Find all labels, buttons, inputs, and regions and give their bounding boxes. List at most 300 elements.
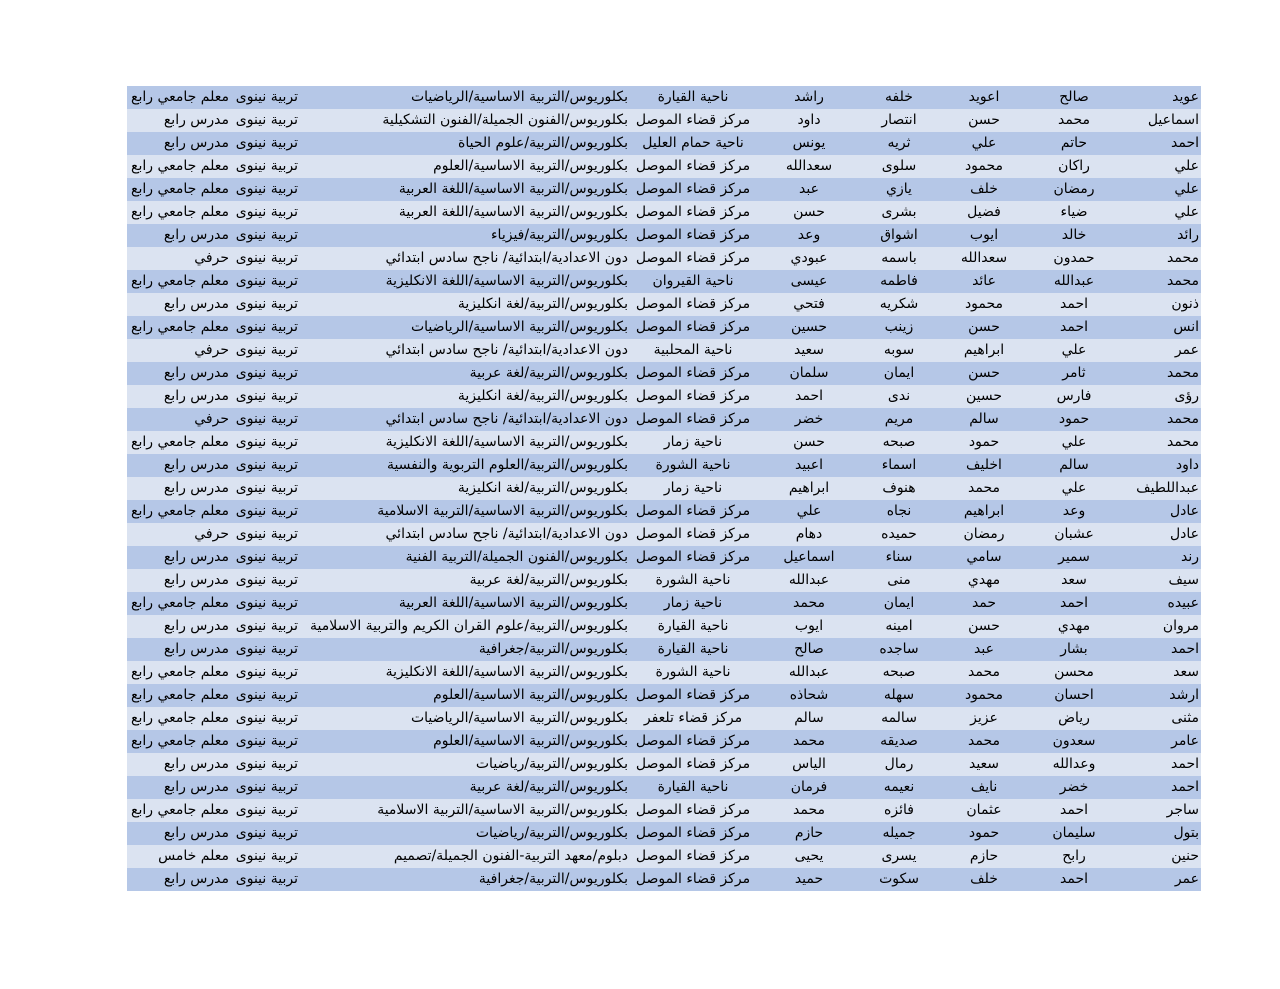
cell-job-title: مدرس رابع [163, 365, 229, 381]
cell-grandfather-name: حمد [971, 595, 997, 611]
table-row [127, 523, 1201, 546]
cell-mother-father-name: حميد [794, 871, 824, 887]
cell-directorate: تربية نينوى [235, 89, 298, 105]
cell-mother-father-name: حازم [794, 825, 824, 841]
cell-father-name: علي [1061, 434, 1087, 450]
cell-mother-father-name: محمد [793, 733, 825, 749]
cell-location: ناحية القيارة [657, 779, 729, 795]
cell-first-name: مثنى [1171, 710, 1199, 726]
cell-location: ناحية القيارة [657, 641, 729, 657]
cell-directorate: تربية نينوى [235, 181, 298, 197]
cell-location: ناحية المحلبية [653, 342, 733, 358]
cell-first-name: رند [1180, 549, 1199, 565]
cell-first-name: عادل [1169, 526, 1199, 542]
cell-directorate: تربية نينوى [235, 572, 298, 588]
cell-job-title: معلم جامعي رابع [131, 802, 229, 818]
cell-directorate: تربية نينوى [235, 480, 298, 496]
cell-grandfather-name: حسن [968, 112, 1000, 128]
cell-directorate: تربية نينوى [235, 756, 298, 772]
cell-first-name: علي [1174, 181, 1199, 197]
cell-location: مركز قضاء الموصل [635, 181, 751, 197]
table-row [127, 224, 1201, 247]
cell-grandfather-name: خلف [970, 871, 998, 887]
cell-mother-name: ايمان [883, 365, 915, 381]
cell-directorate: تربية نينوى [235, 802, 298, 818]
cell-directorate: تربية نينوى [235, 319, 298, 335]
cell-first-name: احمد [1171, 779, 1199, 795]
cell-qualification: بكلوريوس/التربية الاساسية/اللغة العربية [398, 181, 628, 197]
table-row [127, 431, 1201, 454]
cell-job-title: مدرس رابع [163, 227, 229, 243]
table-row [127, 385, 1201, 408]
cell-mother-father-name: عبدالله [788, 572, 830, 588]
cell-job-title: معلم جامعي رابع [131, 434, 229, 450]
cell-job-title: معلم جامعي رابع [131, 710, 229, 726]
cell-father-name: احمد [1060, 871, 1088, 887]
cell-mother-name: سكوت [879, 871, 919, 887]
cell-location: مركز قضاء الموصل [635, 388, 751, 404]
table-row [127, 408, 1201, 431]
cell-mother-name: امينه [885, 618, 913, 634]
cell-mother-father-name: سعدالله [785, 158, 833, 174]
cell-directorate: تربية نينوى [235, 825, 298, 841]
cell-mother-name: رمال [884, 756, 914, 772]
cell-job-title: مدرس رابع [163, 779, 229, 795]
cell-first-name: بتول [1173, 825, 1199, 841]
cell-job-title: مدرس رابع [163, 480, 229, 496]
cell-mother-father-name: عبدالله [788, 664, 830, 680]
cell-mother-father-name: سعيد [793, 342, 825, 358]
cell-location: ناحية القيارة [657, 618, 729, 634]
cell-mother-father-name: فرمان [790, 779, 828, 795]
cell-directorate: تربية نينوى [235, 204, 298, 220]
cell-mother-name: سهله [883, 687, 915, 703]
cell-father-name: محمد [1058, 112, 1090, 128]
cell-qualification: دون الاعدادية/ابتدائية/ ناجح سادس ابتدائي [385, 411, 628, 427]
cell-mother-name: مريم [884, 411, 914, 427]
cell-first-name: محمد [1167, 411, 1199, 427]
cell-directorate: تربية نينوى [235, 365, 298, 381]
cell-grandfather-name: نايف [970, 779, 998, 795]
cell-grandfather-name: محمد [968, 733, 1000, 749]
cell-qualification: بكلوريوس/الفنون الجميلة/التربية الفنية [405, 549, 628, 565]
cell-qualification: بكلوريوس/التربية/علوم الحياة [458, 135, 628, 151]
cell-mother-name: خلفه [885, 89, 913, 105]
cell-qualification: بكلوريوس/التربية الاساسية/اللغة العربية [398, 204, 628, 220]
cell-location: مركز قضاء الموصل [635, 733, 751, 749]
cell-first-name: عادل [1169, 503, 1199, 519]
cell-qualification: بكلوريوس/التربية الاساسية/الرياضيات [410, 319, 628, 335]
cell-first-name: احمد [1171, 641, 1199, 657]
cell-location: مركز قضاء الموصل [635, 802, 751, 818]
cell-mother-name: سلوى [881, 158, 917, 174]
table-row [127, 638, 1201, 661]
cell-mother-father-name: شحاذه [789, 687, 829, 703]
cell-qualification: دون الاعدادية/ابتدائية/ ناجح سادس ابتدائي [385, 250, 628, 266]
cell-job-title: معلم جامعي رابع [131, 733, 229, 749]
cell-father-name: رمضان [1053, 181, 1095, 197]
cell-job-title: مدرس رابع [163, 641, 229, 657]
cell-father-name: مهدي [1057, 618, 1091, 634]
cell-father-name: ضياء [1060, 204, 1088, 220]
cell-first-name: سعد [1173, 664, 1199, 680]
cell-father-name: احسان [1054, 687, 1094, 703]
cell-location: مركز قضاء تلعفر [643, 710, 743, 726]
cell-qualification: بكلوريوس/التربية الاساسية/التربية الاسلامية [377, 802, 628, 818]
cell-qualification: بكلوريوس/التربية الاساسية/اللغة الانكليزية [385, 434, 628, 450]
cell-directorate: تربية نينوى [235, 273, 298, 289]
cell-mother-name: ايمان [883, 595, 915, 611]
cell-directorate: تربية نينوى [235, 388, 298, 404]
cell-location: ناحية الشورة [655, 457, 731, 473]
cell-directorate: تربية نينوى [235, 664, 298, 680]
cell-qualification: بكلوريوس/التربية/لغة انكليزية [457, 480, 628, 496]
cell-grandfather-name: سعدالله [960, 250, 1008, 266]
cell-mother-name: صديقه [880, 733, 918, 749]
cell-job-title: معلم جامعي رابع [131, 503, 229, 519]
cell-qualification: بكلوريوس/التربية الاساسية/التربية الاسلامية [377, 503, 628, 519]
table-row [127, 845, 1201, 868]
cell-job-title: مدرس رابع [163, 457, 229, 473]
cell-mother-father-name: سالم [794, 710, 824, 726]
cell-mother-father-name: يونس [792, 135, 826, 151]
cell-mother-father-name: ايوب [794, 618, 824, 634]
table-row [127, 799, 1201, 822]
table-row [127, 86, 1201, 109]
cell-qualification: بكلوريوس/التربية/جغرافية [478, 641, 628, 657]
cell-job-title: حرفي [194, 411, 229, 427]
cell-qualification: بكلوريوس/التربية الاساسية/العلوم [433, 733, 628, 749]
cell-first-name: ذنون [1171, 296, 1199, 312]
cell-first-name: احمد [1171, 135, 1199, 151]
cell-mother-name: اسماء [881, 457, 917, 473]
cell-directorate: تربية نينوى [235, 411, 298, 427]
cell-location: ناحية زمار [663, 595, 723, 611]
cell-first-name: ساجر [1166, 802, 1199, 818]
cell-father-name: راكان [1058, 158, 1090, 174]
cell-grandfather-name: محمد [968, 664, 1000, 680]
cell-mother-name: نعيمه [883, 779, 915, 795]
cell-job-title: مدرس رابع [163, 756, 229, 772]
cell-job-title: مدرس رابع [163, 135, 229, 151]
cell-directorate: تربية نينوى [235, 526, 298, 542]
cell-location: مركز قضاء الموصل [635, 365, 751, 381]
cell-father-name: عشبان [1054, 526, 1094, 542]
table-row [127, 316, 1201, 339]
cell-first-name: محمد [1167, 250, 1199, 266]
cell-grandfather-name: عزيز [970, 710, 998, 726]
cell-mother-father-name: عيسى [790, 273, 828, 289]
cell-first-name: اسماعيل [1147, 112, 1199, 128]
cell-grandfather-name: رمضان [963, 526, 1005, 542]
cell-father-name: رابح [1062, 848, 1086, 864]
spreadsheet-table [127, 86, 1201, 891]
table-row [127, 178, 1201, 201]
cell-mother-name: فاطمه [880, 273, 918, 289]
cell-directorate: تربية نينوى [235, 227, 298, 243]
cell-mother-father-name: محمد [793, 595, 825, 611]
cell-father-name: ثامر [1062, 365, 1086, 381]
cell-location: ناحية القيارة [657, 89, 729, 105]
cell-father-name: خالد [1061, 227, 1087, 243]
cell-qualification: بكلوريوس/التربية/رياضيات [475, 756, 628, 772]
cell-job-title: مدرس رابع [163, 296, 229, 312]
cell-mother-name: اشواق [880, 227, 918, 243]
cell-qualification: بكلوريوس/التربية/العلوم التربوية والنفسية [386, 457, 628, 473]
cell-father-name: سليمان [1052, 825, 1096, 841]
cell-grandfather-name: محمد [968, 480, 1000, 496]
cell-qualification: بكلوريوس/التربية/رياضيات [475, 825, 628, 841]
cell-job-title: معلم جامعي رابع [131, 89, 229, 105]
cell-mother-father-name: داود [797, 112, 821, 128]
cell-mother-name: زينب [884, 319, 914, 335]
cell-directorate: تربية نينوى [235, 549, 298, 565]
cell-mother-name: سالمه [881, 710, 917, 726]
cell-grandfather-name: سالم [969, 411, 999, 427]
cell-mother-father-name: حسين [790, 319, 828, 335]
cell-grandfather-name: حسين [965, 388, 1003, 404]
cell-job-title: مدرس رابع [163, 825, 229, 841]
cell-father-name: صالح [1059, 89, 1089, 105]
cell-grandfather-name: حمود [968, 434, 1000, 450]
cell-father-name: حاتم [1060, 135, 1088, 151]
table-row [127, 270, 1201, 293]
cell-father-name: علي [1061, 480, 1087, 496]
cell-first-name: رائد [1177, 227, 1199, 243]
cell-first-name: مروان [1162, 618, 1199, 634]
cell-location: مركز قضاء الموصل [635, 756, 751, 772]
cell-job-title: مدرس رابع [163, 618, 229, 634]
cell-first-name: عبداللطيف [1136, 480, 1199, 496]
cell-grandfather-name: فضيل [967, 204, 1001, 220]
cell-qualification: بكلوريوس/الفنون الجميلة/الفنون التشكيلية [382, 112, 628, 128]
table-row [127, 776, 1201, 799]
cell-directorate: تربية نينوى [235, 434, 298, 450]
cell-directorate: تربية نينوى [235, 641, 298, 657]
cell-grandfather-name: سعيد [968, 756, 1000, 772]
cell-location: مركز قضاء الموصل [635, 549, 751, 565]
cell-location: ناحية زمار [663, 434, 723, 450]
cell-grandfather-name: عثمان [966, 802, 1002, 818]
cell-qualification: بكلوريوس/التربية/لغة عربية [469, 365, 628, 381]
cell-job-title: معلم جامعي رابع [131, 664, 229, 680]
cell-mother-name: سوبه [883, 342, 915, 358]
cell-father-name: سعدون [1052, 733, 1096, 749]
table-row [127, 868, 1201, 891]
cell-location: مركز قضاء الموصل [635, 158, 751, 174]
cell-directorate: تربية نينوى [235, 296, 298, 312]
cell-qualification: بكلوريوس/التربية الاساسية/العلوم [433, 158, 628, 174]
cell-location: مركز قضاء الموصل [635, 687, 751, 703]
cell-qualification: بكلوريوس/التربية الاساسية/الرياضيات [410, 710, 628, 726]
cell-mother-name: فائزه [884, 802, 914, 818]
cell-mother-name: منى [887, 572, 911, 588]
table-row [127, 247, 1201, 270]
table-row [127, 546, 1201, 569]
cell-location: ناحية الشورة [655, 572, 731, 588]
cell-mother-name: بشرى [881, 204, 917, 220]
cell-directorate: تربية نينوى [235, 135, 298, 151]
cell-mother-name: صبحه [882, 664, 916, 680]
cell-mother-name: باسمه [881, 250, 917, 266]
cell-mother-name: ثريه [887, 135, 911, 151]
cell-job-title: معلم جامعي رابع [131, 273, 229, 289]
cell-directorate: تربية نينوى [235, 618, 298, 634]
table-row [127, 201, 1201, 224]
cell-job-title: مدرس رابع [163, 871, 229, 887]
cell-first-name: عويد [1172, 89, 1199, 105]
table-row [127, 362, 1201, 385]
cell-location: مركز قضاء الموصل [635, 227, 751, 243]
cell-mother-father-name: يحيى [794, 848, 824, 864]
cell-location: مركز قضاء الموصل [635, 296, 751, 312]
cell-mother-name: جميله [882, 825, 916, 841]
cell-father-name: رياض [1058, 710, 1090, 726]
cell-first-name: عمر [1174, 871, 1199, 887]
cell-mother-father-name: الياس [792, 756, 826, 772]
table-row [127, 339, 1201, 362]
cell-first-name: علي [1174, 204, 1199, 220]
cell-job-title: معلم خامس [158, 848, 229, 864]
cell-mother-name: ندى [887, 388, 911, 404]
cell-father-name: حمدون [1053, 250, 1095, 266]
cell-qualification: بكلوريوس/التربية/لغة عربية [469, 779, 628, 795]
cell-directorate: تربية نينوى [235, 848, 298, 864]
table-row [127, 155, 1201, 178]
cell-directorate: تربية نينوى [235, 457, 298, 473]
cell-mother-father-name: راشد [794, 89, 824, 105]
cell-location: ناحية الشورة [655, 664, 731, 680]
cell-grandfather-name: حازم [969, 848, 999, 864]
cell-grandfather-name: ابراهيم [963, 342, 1005, 358]
cell-qualification: دون الاعدادية/ابتدائية/ ناجح سادس ابتدائي [385, 342, 628, 358]
cell-father-name: سمير [1058, 549, 1090, 565]
cell-job-title: مدرس رابع [163, 388, 229, 404]
table-row [127, 454, 1201, 477]
cell-mother-father-name: سلمان [789, 365, 829, 381]
cell-first-name: ارشد [1169, 687, 1199, 703]
cell-mother-father-name: فتحي [793, 296, 825, 312]
cell-grandfather-name: سامي [966, 549, 1002, 565]
cell-qualification: بكلوريوس/التربية الاساسية/اللغة الانكليزية [385, 664, 628, 680]
cell-grandfather-name: حسن [968, 319, 1000, 335]
cell-job-title: مدرس رابع [163, 112, 229, 128]
cell-location: ناحية زمار [663, 480, 723, 496]
cell-first-name: انس [1173, 319, 1199, 335]
cell-mother-name: انتصار [881, 112, 917, 128]
cell-mother-father-name: دهام [795, 526, 823, 542]
cell-qualification: بكلوريوس/التربية/لغة انكليزية [457, 296, 628, 312]
cell-grandfather-name: ابراهيم [963, 503, 1005, 519]
cell-grandfather-name: محمود [964, 687, 1004, 703]
cell-mother-father-name: عبودي [790, 250, 828, 266]
cell-job-title: معلم جامعي رابع [131, 181, 229, 197]
table-row [127, 684, 1201, 707]
table-row [127, 132, 1201, 155]
cell-location: مركز قضاء الموصل [635, 526, 751, 542]
cell-mother-father-name: حسن [793, 204, 825, 220]
cell-mother-name: يسرى [881, 848, 917, 864]
cell-father-name: فارس [1056, 388, 1092, 404]
cell-mother-father-name: خضر [794, 411, 824, 427]
table-row [127, 500, 1201, 523]
cell-mother-name: صبحه [882, 434, 916, 450]
cell-grandfather-name: عبد [974, 641, 994, 657]
cell-father-name: سعد [1061, 572, 1087, 588]
cell-job-title: معلم جامعي رابع [131, 687, 229, 703]
table-row [127, 109, 1201, 132]
table-row [127, 753, 1201, 776]
cell-father-name: علي [1061, 342, 1087, 358]
cell-qualification: بكلوريوس/التربية/جغرافية [478, 871, 628, 887]
cell-job-title: معلم جامعي رابع [131, 204, 229, 220]
cell-father-name: وعد [1062, 503, 1086, 519]
cell-mother-name: سناء [885, 549, 913, 565]
cell-mother-name: نجاه [886, 503, 912, 519]
cell-grandfather-name: محمود [964, 158, 1004, 174]
cell-directorate: تربية نينوى [235, 710, 298, 726]
cell-location: مركز قضاء الموصل [635, 411, 751, 427]
cell-first-name: محمد [1167, 273, 1199, 289]
cell-grandfather-name: حسن [968, 618, 1000, 634]
table-row [127, 615, 1201, 638]
cell-location: ناحية حمام العليل [642, 135, 744, 151]
cell-father-name: احمد [1060, 319, 1088, 335]
cell-directorate: تربية نينوى [235, 112, 298, 128]
cell-mother-name: يازي [886, 181, 912, 197]
cell-location: ناحية القيروان [652, 273, 734, 289]
cell-qualification: بكلوريوس/التربية/فيزياء [490, 227, 628, 243]
cell-grandfather-name: اعويد [968, 89, 1000, 105]
cell-directorate: تربية نينوى [235, 342, 298, 358]
cell-job-title: معلم جامعي رابع [131, 319, 229, 335]
cell-mother-father-name: اعبيد [794, 457, 824, 473]
cell-mother-father-name: عبد [799, 181, 819, 197]
cell-job-title: حرفي [194, 250, 229, 266]
table-row [127, 822, 1201, 845]
cell-mother-father-name: علي [796, 503, 822, 519]
cell-location: مركز قضاء الموصل [635, 112, 751, 128]
cell-mother-father-name: وعد [797, 227, 821, 243]
cell-father-name: وعدالله [1052, 756, 1096, 772]
cell-grandfather-name: اخليف [966, 457, 1002, 473]
cell-grandfather-name: حمود [968, 825, 1000, 841]
table-row [127, 661, 1201, 684]
cell-qualification: دون الاعدادية/ابتدائية/ ناجح سادس ابتدائي [385, 526, 628, 542]
cell-directorate: تربية نينوى [235, 871, 298, 887]
cell-mother-name: هنوف [882, 480, 916, 496]
table-row [127, 477, 1201, 500]
table-row [127, 730, 1201, 753]
cell-grandfather-name: علي [971, 135, 997, 151]
cell-first-name: محمد [1167, 434, 1199, 450]
cell-first-name: رؤى [1174, 388, 1199, 404]
cell-job-title: معلم جامعي رابع [131, 158, 229, 174]
cell-directorate: تربية نينوى [235, 595, 298, 611]
cell-father-name: بشار [1060, 641, 1088, 657]
cell-first-name: علي [1174, 158, 1199, 174]
cell-grandfather-name: حسن [968, 365, 1000, 381]
cell-first-name: داود [1175, 457, 1199, 473]
cell-location: مركز قضاء الموصل [635, 250, 751, 266]
cell-job-title: مدرس رابع [163, 572, 229, 588]
cell-qualification: بكلوريوس/التربية الاساسية/الرياضيات [410, 89, 628, 105]
table-row [127, 707, 1201, 730]
cell-first-name: حنين [1171, 848, 1199, 864]
cell-father-name: سالم [1059, 457, 1089, 473]
cell-father-name: خضر [1059, 779, 1089, 795]
cell-directorate: تربية نينوى [235, 779, 298, 795]
